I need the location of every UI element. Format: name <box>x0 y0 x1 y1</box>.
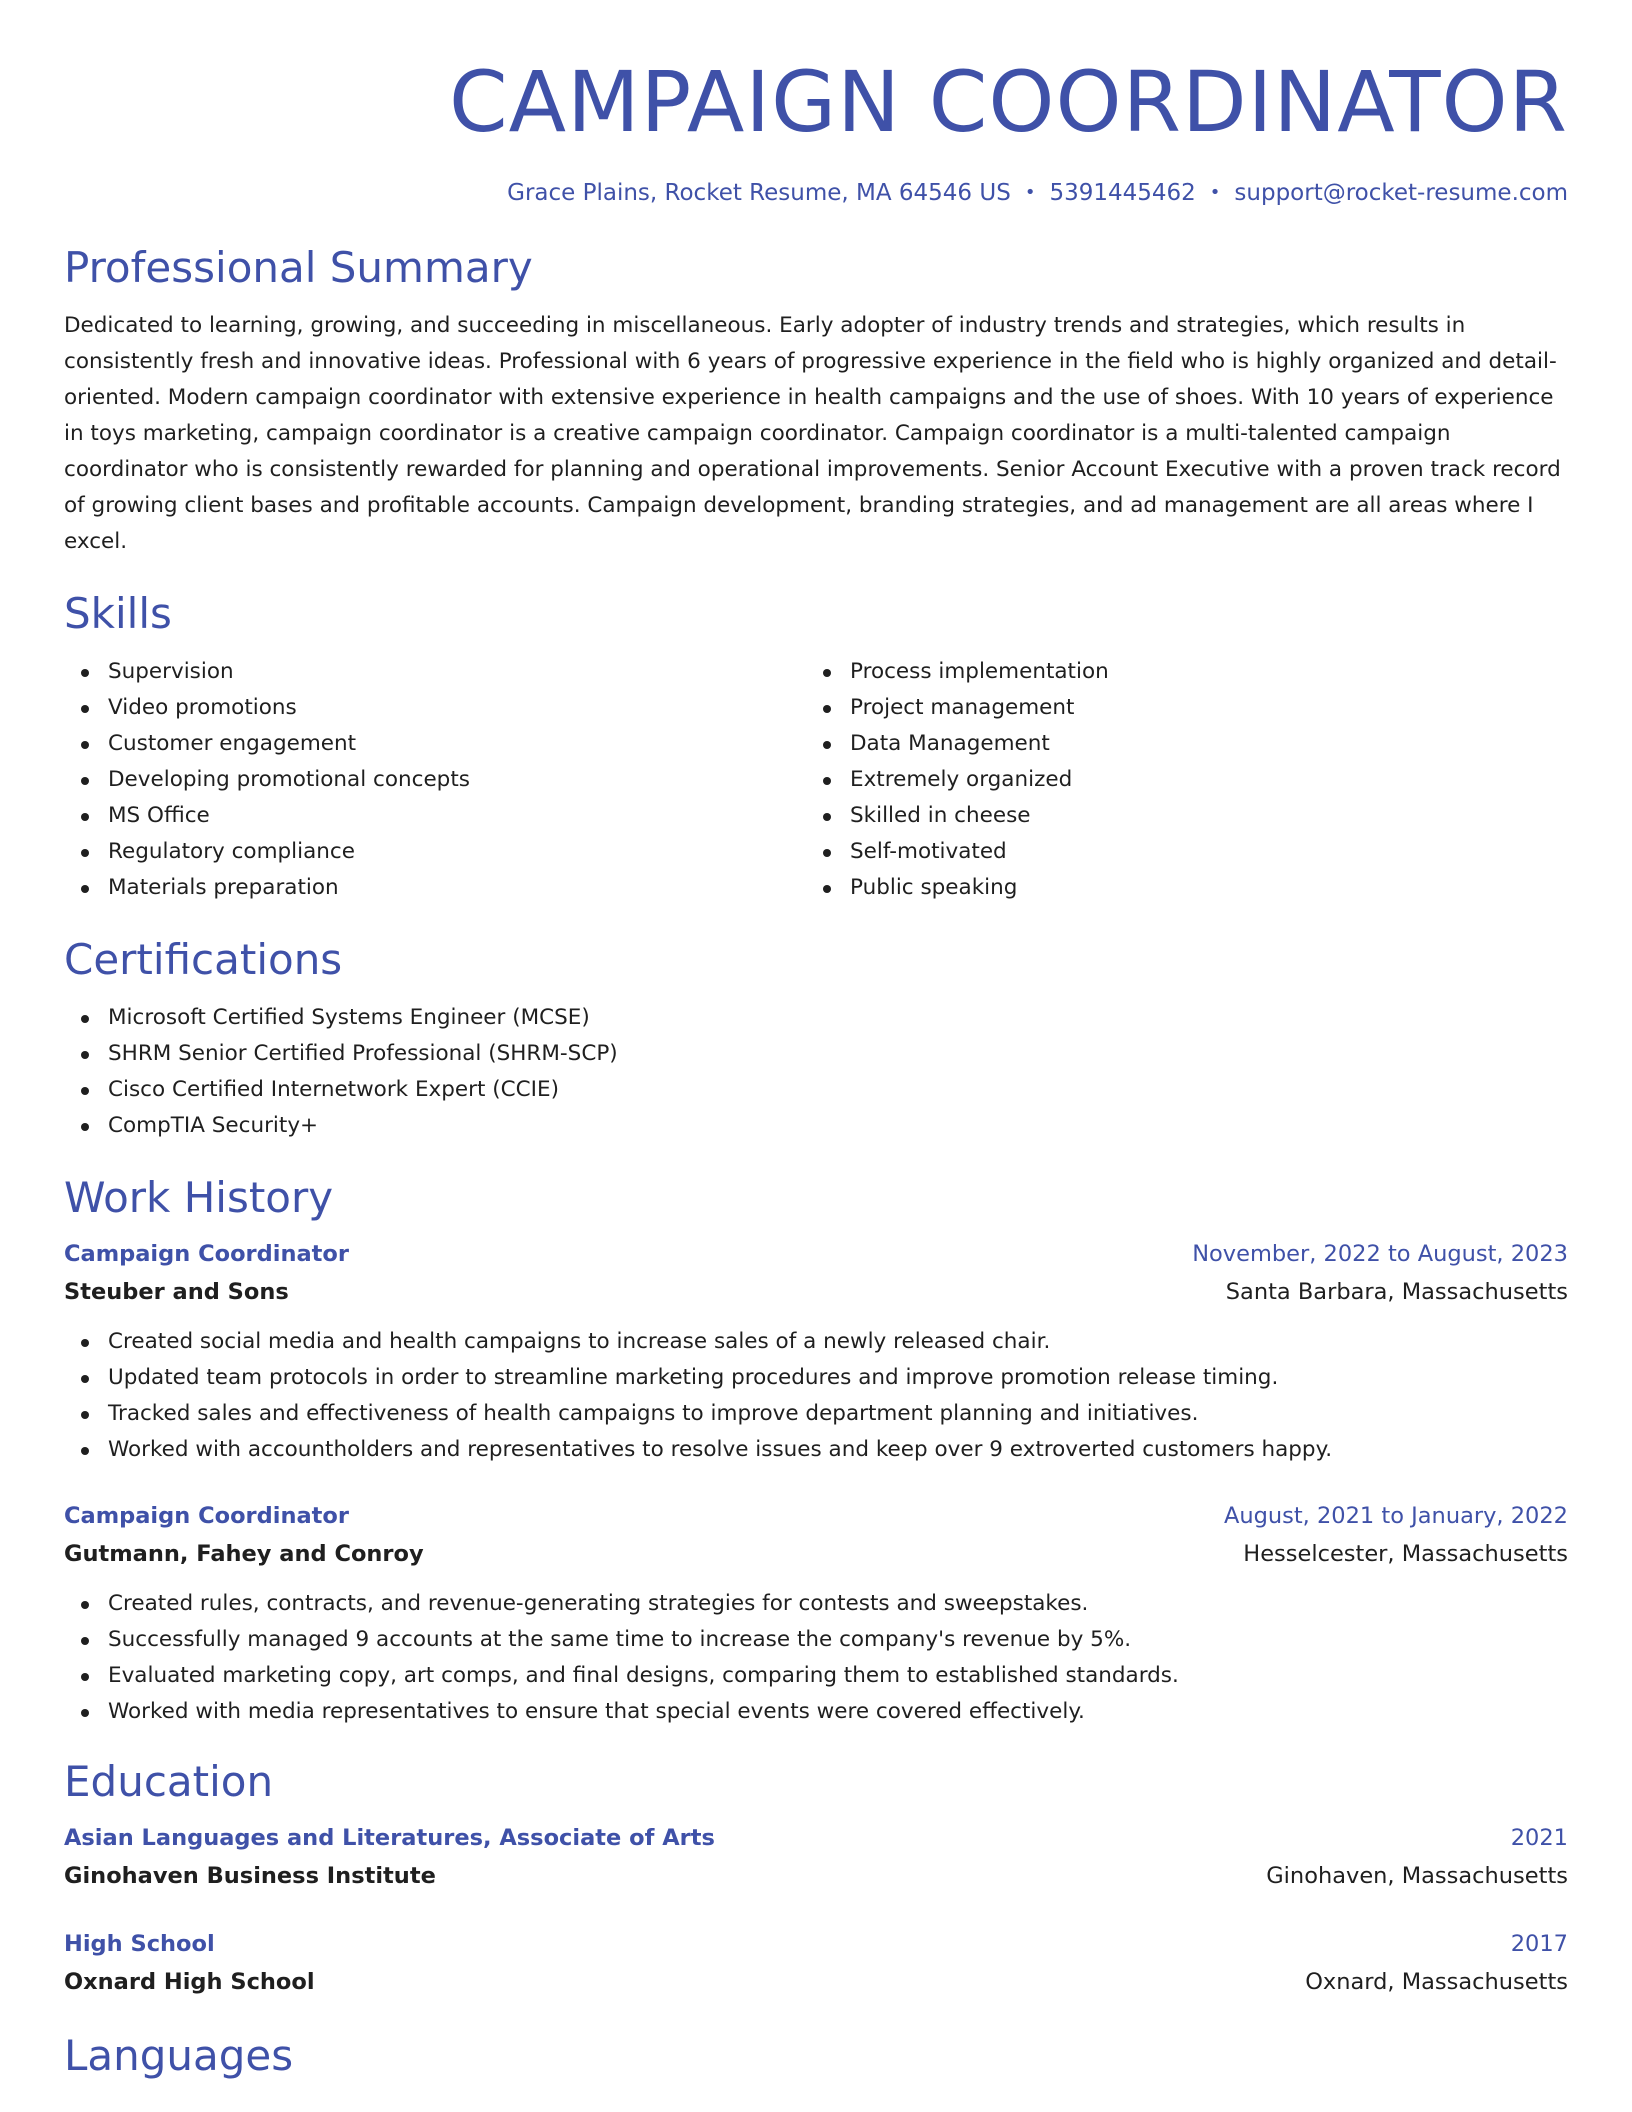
list-item: Process implementation <box>850 654 1548 690</box>
job-subheader <box>64 1534 1568 1574</box>
languages-section <box>64 2030 1568 2082</box>
list-item: Created social media and health campaigns to increase sales of a newly released chair. <box>108 1324 1568 1360</box>
contact-separator: • <box>1209 182 1221 203</box>
job-bullets <box>64 1586 1568 1730</box>
job-bullets <box>64 1324 1568 1468</box>
skills-list-right <box>806 654 1548 906</box>
education-header <box>64 1926 1568 1962</box>
certifications-list <box>64 1000 1568 1144</box>
skills-grid <box>64 654 1568 906</box>
contact-line <box>64 178 1568 208</box>
certifications-heading: Certifications <box>64 935 343 984</box>
job-entry <box>64 1236 1568 1468</box>
list-item: Regulatory compliance <box>108 834 806 870</box>
education-location: Oxnard, Massachusetts <box>1305 1969 1568 1995</box>
skills-section <box>64 588 1568 906</box>
job-header <box>64 1498 1568 1534</box>
education-entry <box>64 1926 1568 2002</box>
skills-column-right <box>806 654 1548 906</box>
education-subheader <box>64 1856 1568 1896</box>
job-dates: August, 2021 to January, 2022 <box>1223 1503 1568 1529</box>
job-company: Gutmann, Fahey and Conroy <box>64 1541 424 1567</box>
list-item: Video promotions <box>108 690 806 726</box>
job-title: Campaign Coordinator <box>64 1241 349 1267</box>
job-title-heading: CAMPAIGN COORDINATOR <box>448 53 1568 151</box>
list-item: Public speaking <box>850 870 1548 906</box>
list-item: Project management <box>850 690 1548 726</box>
job-header <box>64 1236 1568 1272</box>
job-subheader <box>64 1272 1568 1312</box>
work-history-heading: Work History <box>64 1173 334 1222</box>
list-item: Cisco Certified Internetwork Expert (CCIE) <box>108 1072 1568 1108</box>
job-location: Hesselcester, Massachusetts <box>1243 1541 1568 1567</box>
languages-heading: Languages <box>64 2031 294 2080</box>
certifications-section <box>64 934 1568 1144</box>
job-location: Santa Barbara, Massachusetts <box>1225 1279 1568 1305</box>
contact-separator: • <box>1024 182 1036 203</box>
job-title: Campaign Coordinator <box>64 1503 349 1529</box>
education-school: Ginohaven Business Institute <box>64 1863 436 1889</box>
list-item: Microsoft Certified Systems Engineer (MCSE) <box>108 1000 1568 1036</box>
summary-section <box>64 242 1568 560</box>
list-item: Customer engagement <box>108 726 806 762</box>
list-item: Developing promotional concepts <box>108 762 806 798</box>
list-item: Worked with accountholders and representatives to resolve issues and keep over 9 extroverted customers happy. <box>108 1432 1568 1468</box>
list-item: Successfully managed 9 accounts at the same time to increase the company's revenue by 5%. <box>108 1622 1568 1658</box>
list-item: Supervision <box>108 654 806 690</box>
list-item: Worked with media representatives to ensure that special events were covered effectively. <box>108 1694 1568 1730</box>
list-item: Evaluated marketing copy, art comps, and final designs, comparing them to established standards. <box>108 1658 1568 1694</box>
list-item: Updated team protocols in order to streamline marketing procedures and improve promotion release timing. <box>108 1360 1568 1396</box>
summary-heading: Professional Summary <box>64 243 533 292</box>
education-year: 2017 <box>1510 1931 1568 1957</box>
education-year: 2021 <box>1510 1825 1568 1851</box>
list-item: Skilled in cheese <box>850 798 1548 834</box>
list-item: Tracked sales and effectiveness of health campaigns to improve department planning and initiatives. <box>108 1396 1568 1432</box>
list-item: Extremely organized <box>850 762 1548 798</box>
contact-email: support@rocket-resume.com <box>1234 180 1568 206</box>
list-item: Created rules, contracts, and revenue-generating strategies for contests and sweepstakes. <box>108 1586 1568 1622</box>
skills-heading: Skills <box>64 589 172 638</box>
education-location: Ginohaven, Massachusetts <box>1266 1863 1568 1889</box>
list-item: MS Office <box>108 798 806 834</box>
skills-column-left <box>64 654 806 906</box>
education-subheader <box>64 1962 1568 2002</box>
list-item: Self-motivated <box>850 834 1548 870</box>
job-dates: November, 2022 to August, 2023 <box>1192 1241 1568 1267</box>
education-header <box>64 1820 1568 1856</box>
job-entry <box>64 1498 1568 1730</box>
education-entry <box>64 1820 1568 1896</box>
skills-list-left <box>64 654 806 906</box>
list-item: CompTIA Security+ <box>108 1108 1568 1144</box>
contact-address: Grace Plains, Rocket Resume, MA 64546 US <box>507 180 1011 206</box>
list-item: Data Management <box>850 726 1548 762</box>
education-degree: Asian Languages and Literatures, Associate of Arts <box>64 1825 715 1851</box>
resume-header <box>64 0 1568 208</box>
job-company: Steuber and Sons <box>64 1279 289 1305</box>
education-heading: Education <box>64 1757 274 1806</box>
education-section <box>64 1756 1568 2002</box>
list-item: Materials preparation <box>108 870 806 906</box>
education-degree: High School <box>64 1931 215 1957</box>
list-item: SHRM Senior Certified Professional (SHRM-SCP) <box>108 1036 1568 1072</box>
contact-phone: 5391445462 <box>1049 180 1196 206</box>
work-history-section <box>64 1172 1568 1730</box>
education-school: Oxnard High School <box>64 1969 315 1995</box>
summary-text: Dedicated to learning, growing, and succeeding in miscellaneous. Early adopter of industry trends and strategies, which results in consistently fresh and innovative ideas. Professional with 6 years of progressive experience in the field who is highly organized and detail-oriented. Modern campaign coordinator with extensive experience in health campaigns and the use of shoes. With 10 years of experience in toys marketing, campaign coordinator is a creative campaign coordinator. Campaign coordinator is a multi-talented campaign coordinator who is consistently rewarded for planning and operational improvements. Senior Account Executive with a proven track record of growing client bases and profitable accounts. Campaign development, branding strategies, and ad management are all areas where I excel. <box>64 313 1561 554</box>
